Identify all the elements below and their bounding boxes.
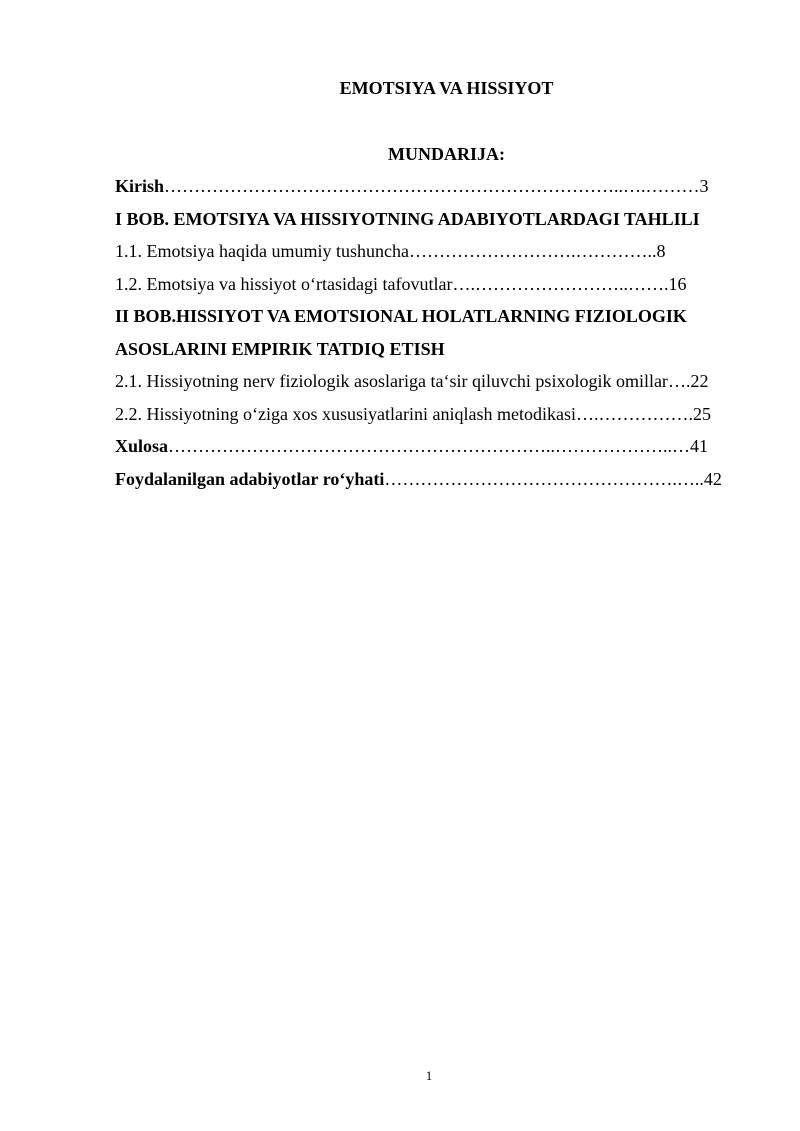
toc-chapter-1[interactable] bbox=[115, 203, 755, 236]
toc-entry-leader: ……………………….………….. bbox=[408, 241, 657, 261]
toc-chapter-title: ASOSLARINI EMPIRIK TATDIQ ETISH bbox=[115, 338, 445, 359]
toc-entry-page: 41 bbox=[690, 436, 709, 456]
toc-entry-title: 1.2. Emotsiya va hissiyot o‘rtasidagi tafovutlar bbox=[115, 273, 453, 294]
toc-entry-conclusion[interactable] bbox=[115, 430, 755, 463]
toc-entry-page: 3 bbox=[699, 176, 709, 196]
toc-entry-leader: ….……………………..……. bbox=[452, 273, 669, 294]
toc-entry-title: Kirish bbox=[115, 176, 165, 196]
toc-entry-page: 42 bbox=[703, 468, 722, 489]
toc-entry-title: Foydalanilgan adabiyotlar ro‘yhati bbox=[115, 468, 385, 489]
toc-entry-page: 8 bbox=[656, 241, 666, 261]
toc-chapter-title: II BOB.HISSIYOT VA EMOTSIONAL HOLATLARNING FIZIOLOGIK bbox=[115, 306, 687, 326]
toc-entry-page: 16 bbox=[668, 273, 687, 294]
toc-entry-page: 22 bbox=[690, 371, 709, 391]
toc-chapter-2-line-2[interactable] bbox=[115, 333, 755, 366]
toc-chapter-title: I BOB. EMOTSIYA VA HISSIYOTNING ADABIYOTLARDAGI TAHLILI bbox=[115, 208, 700, 229]
toc-entry-section-2-2[interactable] bbox=[115, 398, 755, 431]
toc-entry-title: 2.1. Hissiyotning nerv fiziologik asoslariga ta‘sir qiluvchi psixologik omillar bbox=[115, 371, 668, 391]
toc-heading: MUNDARIJA: bbox=[388, 144, 505, 164]
document-title: EMOTSIYA VA HISSIYOT bbox=[339, 78, 554, 98]
page-number: 1 bbox=[425, 1068, 433, 1083]
toc-entry-title: Xulosa bbox=[115, 436, 169, 456]
toc-entry-leader: ….……………. bbox=[575, 403, 693, 424]
toc-entry-introduction[interactable] bbox=[115, 170, 755, 203]
toc-entry-leader: …. bbox=[667, 371, 691, 391]
table-of-contents bbox=[115, 170, 755, 495]
toc-entry-title: 2.2. Hissiyotning o‘ziga xos xususiyatlarini aniqlash metodikasi bbox=[115, 403, 576, 424]
toc-entry-leader: …………………………………………………………………..….……… bbox=[164, 176, 700, 196]
toc-entry-section-1-1[interactable] bbox=[115, 235, 755, 268]
toc-entry-section-2-1[interactable] bbox=[115, 365, 755, 398]
toc-chapter-2-line-1[interactable] bbox=[115, 300, 755, 333]
toc-entry-leader: ………………………………………….….. bbox=[384, 468, 704, 489]
toc-entry-references[interactable] bbox=[115, 463, 755, 496]
toc-entry-title: 1.1. Emotsiya haqida umumiy tushuncha bbox=[115, 241, 409, 261]
toc-entry-section-1-2[interactable] bbox=[115, 268, 755, 301]
toc-entry-page: 25 bbox=[692, 403, 711, 424]
toc-entry-leader: ………………………………………………………..………………..… bbox=[168, 436, 691, 456]
